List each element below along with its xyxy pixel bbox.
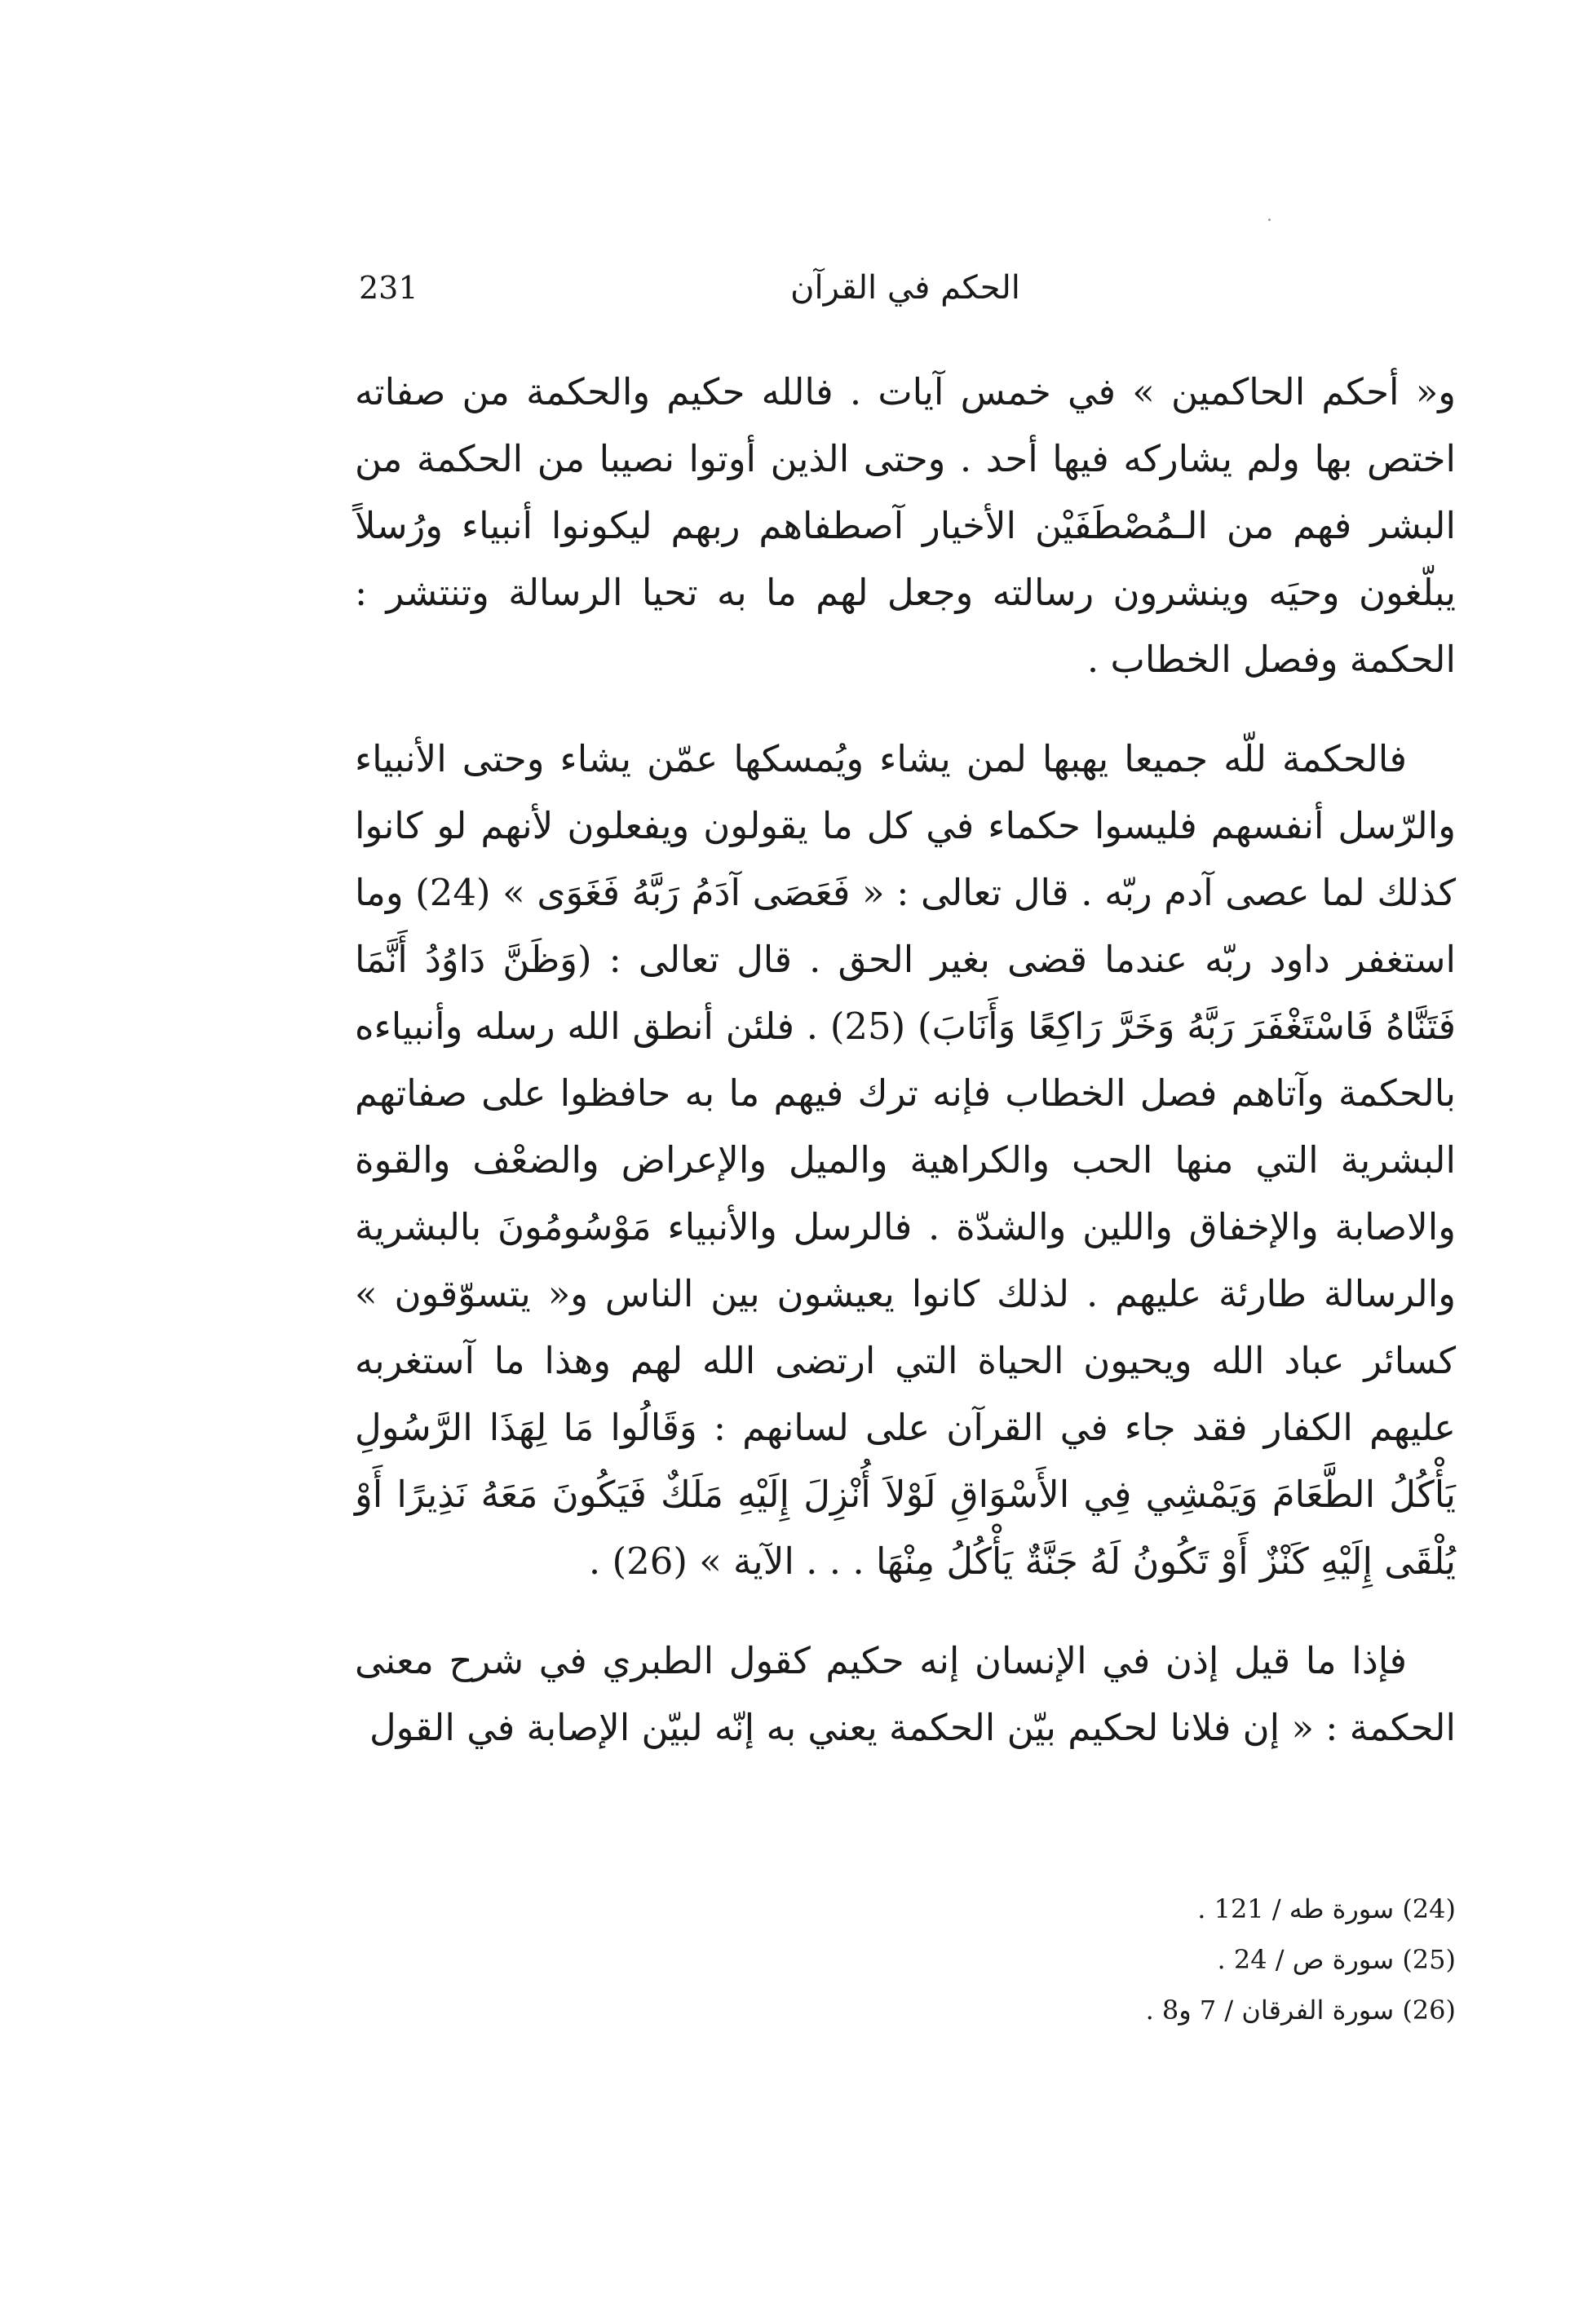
paragraph: فإذا ما قيل إذن في الإنسان إنه حكيم كقول الطبري في شرح معنى الحكمة : « إن فلانا لحكيم بيّن الحكمة يعني به إنّه لبيّن الإصابة في القول [355, 1639, 1456, 1749]
running-title: الحكم في القرآن [790, 269, 1020, 307]
footnote: (25) سورة ص / 24 . [1217, 1944, 1456, 1975]
footnote: (26) سورة الفرقان / 7 و8 . [1145, 1995, 1456, 2026]
paragraph: فالحكمة للّه جميعا يهبها لمن يشاء ويُمسكها عمّن يشاء وحتى الأنبياء والرّسل أنفسهم فليسوا حكماء في كل ما يقولون ويفعلون لأنهم لو كانوا كذلك لما عصى آدم ربّه . قال تعالى : « فَعَصَى آدَمُ رَبَّهُ فَغَوَى » (24) وما استغفر داود ربّه عندما قضى بغير الحق . قال تعالى : (وَظَنَّ دَاوُدُ أَنَّمَا فَتَنَّاهُ فَاسْتَغْفَرَ رَبَّهُ وَخَرَّ رَاكِعًا وَأَنَابَ) (25) . فلئن أنطق الله رسله وأنبياءه بالحكمة وآتاهم فصل الخطاب فإنه ترك فيهم ما به حافظوا على صفاتهم البشرية التي منها الحب والكراهية والميل والإعراض والضعْف والقوة والاصابة والإخفاق واللين والشدّة . فالرسل والأنبياء مَوْسُومُونَ بالبشرية والرسالة طارئة عليهم . لذلك كانوا يعيشون بين الناس و« يتسوّقون » كسائر عباد الله ويحيون الحياة التي ارتضى الله لهم وهذا ما آستغربه عليهم الكفار فقد جاء في القرآن على لسانهم : وَقَالُوا مَا لِهَذَا الرَّسُولِ يَأْكُلُ الطَّعَامَ وَيَمْشِي فِي الأَسْوَاقِ لَوْلاَ أُنْزِلَ إِلَيْهِ مَلَكٌ فَيَكُونَ مَعَهُ نَذِيرًا أَوْ يُلْقَى إِلَيْهِ كَنْزٌ أَوْ تَكُونُ لَهُ جَنَّةٌ يَأْكُلُ مِنْهَا . . . الآية » (26) . [355, 737, 1456, 1583]
page-number: 231 [359, 270, 418, 306]
body-text [355, 359, 1456, 1794]
running-head [359, 259, 1452, 316]
footnote: (24) سورة طه / 121 . [1197, 1893, 1456, 1924]
scan-speck [1268, 219, 1271, 221]
footnotes [355, 1884, 1456, 2035]
paragraph: و« أحكم الحاكمين » في خمس آيات . فالله حكيم والحكمة من صفاته اختص بها ولم يشاركه فيها أحد . وحتى الذين أوتوا نصيبا من الحكمة من البشر فهم من الـمُصْطَفَيْن الأخيار آصطفاهم ربهم ليكونوا أنبياء ورُسلاً يبلّغون وحيَه وينشرون رسالته وجعل لهم ما به تحيا الرسالة وتنتشر : الحكمة وفصل الخطاب . [355, 370, 1456, 681]
